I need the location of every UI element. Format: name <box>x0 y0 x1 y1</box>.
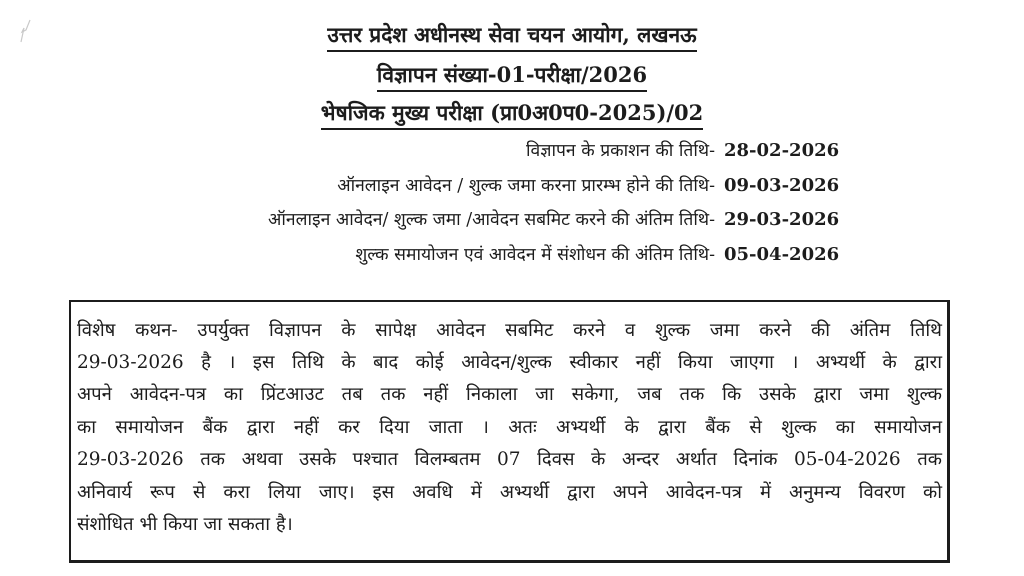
date-row-publication <box>32 138 840 173</box>
date-label: विज्ञापन के प्रकाशन की तिथि- <box>525 141 715 161</box>
note-line: अपने आवेदन-पत्र का प्रिंटआउट तब तक नहीं निकाला जा सकेगा, जब तक कि उसके द्वारा जमा शुल्क <box>77 384 942 405</box>
note-line: का समायोजन बैंक द्वारा नहीं कर दिया जाता । अतः अभ्यर्थी के द्वारा बैंक से शुल्क का समायोजन <box>77 417 942 438</box>
note-line: 29-03-2026 है । इस तिथि के बाद कोई आवेदन/शुल्क स्वीकार नहीं किया जाएगा । अभ्यर्थी के द्वारा <box>77 352 942 373</box>
special-note-box <box>69 300 950 563</box>
date-row-application-start <box>32 173 840 208</box>
date-row-application-last <box>32 207 840 242</box>
date-label: ऑनलाइन आवेदन / शुल्क जमा करना प्रारम्भ होने की तिथि- <box>337 175 715 196</box>
note-line: विशेष कथन- उपर्युक्त विज्ञापन के सापेक्ष आवेदन सबमिट करने व शुल्क जमा करने की अंतिम तिथि <box>77 320 942 341</box>
date-label: ऑनलाइन आवेदन/ शुल्क जमा /आवेदन सबमिट करने की अंतिम तिथि- <box>267 210 715 230</box>
date-value: 09-03-2026 <box>724 174 840 196</box>
organization-title: उत्तर प्रदेश अधीनस्थ सेवा चयन आयोग, लखनऊ <box>327 20 696 52</box>
organization-heading <box>0 20 1024 52</box>
advertisement-number: विज्ञापन संख्या-01-परीक्षा/2026 <box>377 60 647 92</box>
advertisement-number-heading <box>0 60 1024 92</box>
important-dates <box>32 138 840 276</box>
note-line: संशोधित भी किया जा सकता है। <box>77 514 293 535</box>
exam-title: भेषजिक मुख्य परीक्षा (प्रा0अ0प0-2025)/02 <box>321 98 704 130</box>
exam-title-heading <box>0 98 1024 130</box>
date-value: 29-03-2026 <box>724 209 840 230</box>
note-line: अनिवार्य रूप से करा लिया जाए। इस अवधि में अभ्यर्थी द्वारा अपने आवेदन-पत्र में अनुमन्य विवरण को <box>77 482 942 503</box>
date-row-fee-reconciliation-last <box>32 242 840 277</box>
date-value: 28-02-2026 <box>724 140 840 161</box>
note-line: 29-03-2026 तक अथवा उसके पश्चात विलम्बतम 07 दिवस के अन्दर अर्थात दिनांक 05-04-2026 तक <box>77 449 942 470</box>
date-label: शुल्क समायोजन एवं आवेदन में संशोधन की अंतिम तिथि- <box>355 244 715 265</box>
date-value: 05-04-2026 <box>724 243 840 265</box>
